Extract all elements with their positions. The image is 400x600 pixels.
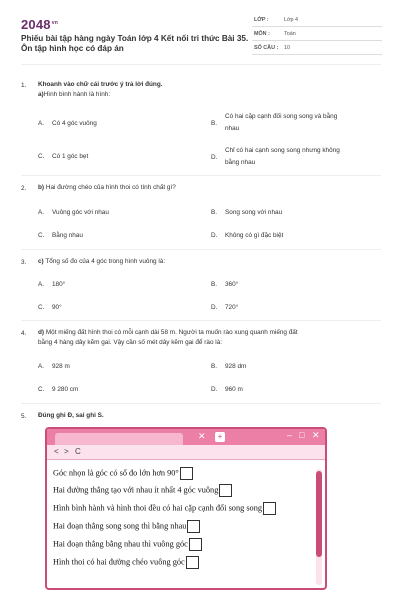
statement-item: Hình bình hành và hình thoi đều có hai cặp cạnh đối song song	[53, 502, 276, 515]
statement-item: Góc nhọn là góc có số đo lớn hơn 90°	[53, 467, 193, 480]
answer-box[interactable]	[187, 520, 200, 533]
header-divider	[21, 64, 381, 65]
question-instruction: Đúng ghi Đ, sai ghi S.	[38, 412, 104, 419]
statement-item: Hình thoi có hai đường chéo vuông góc	[53, 556, 199, 569]
question-divider	[21, 403, 381, 404]
meta-row-subject: MÔN : Toán	[252, 27, 382, 41]
minimize-icon[interactable]: –	[287, 430, 293, 440]
site-logo[interactable]: $2048^{vn}$	[21, 17, 58, 32]
statement-item: Hai đoạn thẳng bằng nhau thì vuông góc	[53, 538, 202, 551]
statement-item: Hai đường thẳng tạo với nhau ít nhất 4 góc vuông	[53, 484, 232, 497]
close-icon[interactable]: ✕	[312, 430, 320, 440]
question-prompt: d) Một miếng đất hình thoi có mỗi cạnh dài 58 m. Người ta muốn rào xung quanh miếng đất	[38, 329, 298, 336]
browser-window	[45, 427, 327, 590]
answer-box[interactable]	[219, 484, 232, 497]
statement-item: Hai đoạn thẳng song song thì bằng nhau	[53, 520, 200, 533]
answer-box[interactable]	[180, 467, 193, 480]
question-divider	[21, 320, 381, 321]
worksheet-title-line2: Ôn tập hình học có đáp án	[21, 44, 124, 53]
meta-table	[252, 13, 382, 55]
question-prompt: a)Hình bình hành là hình:	[38, 91, 111, 98]
forward-icon[interactable]: >	[64, 447, 69, 456]
worksheet-header	[0, 0, 400, 62]
new-tab-icon[interactable]: +	[215, 432, 225, 442]
question-number: 1.	[21, 82, 27, 89]
question-number: 2.	[21, 185, 27, 192]
back-icon[interactable]: <	[54, 447, 59, 456]
maximize-icon[interactable]: □	[299, 430, 305, 440]
answer-box[interactable]	[186, 556, 199, 569]
navigation-bar	[47, 445, 325, 460]
question-number: 4.	[21, 330, 27, 337]
question-divider	[21, 249, 381, 250]
statements-list	[47, 460, 325, 590]
question-prompt-cont: bằng 4 hàng dây kẽm gai. Vậy cần số mét dây kẽm gai để rào là:	[38, 339, 223, 346]
question-number: 5.	[21, 413, 27, 420]
answer-box[interactable]	[263, 502, 276, 515]
scrollbar-thumb[interactable]	[316, 471, 322, 557]
tab-close-icon[interactable]: ✕	[198, 431, 206, 441]
worksheet-title-line1: Phiếu bài tập hàng ngày Toán lớp 4 Kết nối tri thức Bài 35.	[21, 34, 249, 43]
question-prompt: b) Hai đường chéo của hình thoi có tính chất gì?	[38, 184, 176, 191]
question-prompt: c) Tổng số đo của 4 góc trong hình vuông là:	[38, 258, 166, 265]
question-number: 3.	[21, 259, 27, 266]
question-divider	[21, 175, 381, 176]
reload-icon[interactable]: C	[75, 447, 81, 456]
browser-tab[interactable]	[55, 433, 183, 445]
question-instruction: Khoanh vào chữ cái trước ý trả lời đúng.	[38, 81, 163, 88]
answer-box[interactable]	[189, 538, 202, 551]
meta-row-count: SỐ CÂU : 10	[252, 41, 382, 55]
window-titlebar	[47, 429, 325, 445]
meta-row-class: LỚP : Lớp 4	[252, 13, 382, 27]
